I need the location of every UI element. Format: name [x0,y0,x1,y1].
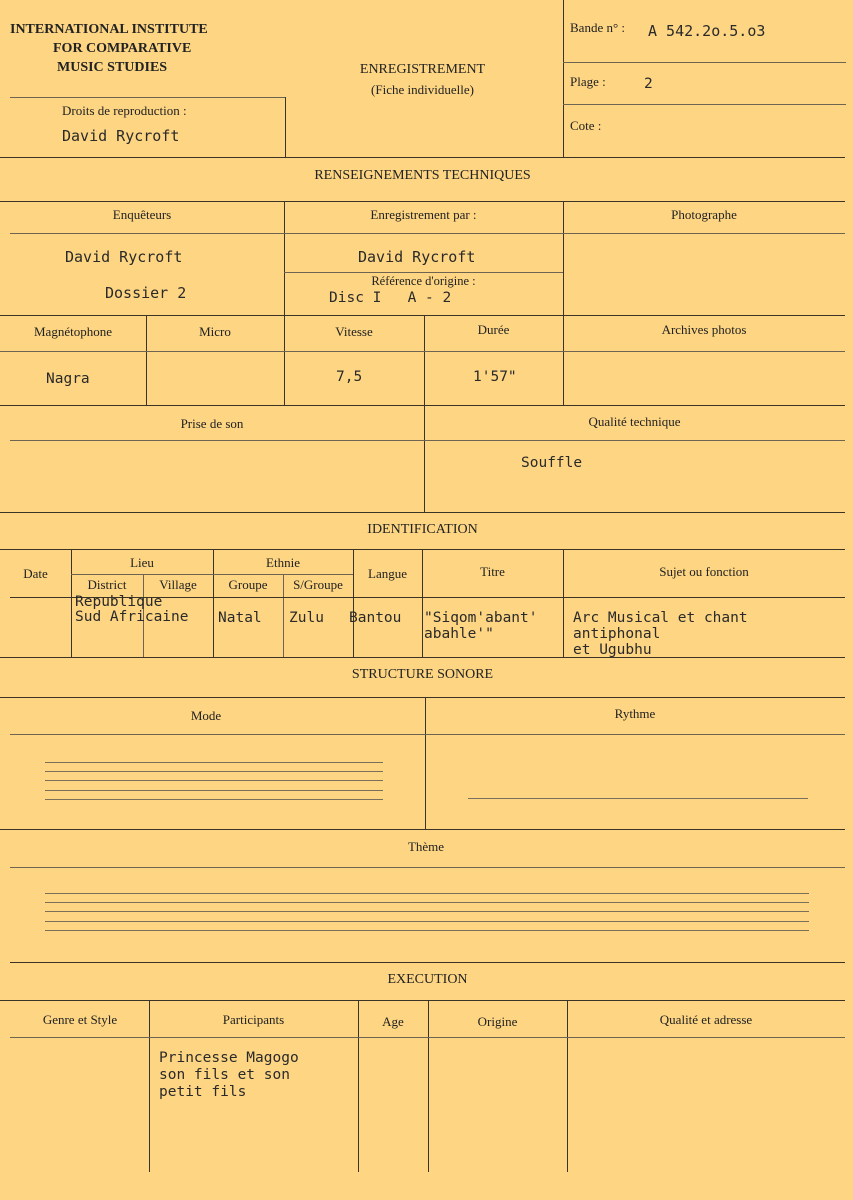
photographe-label: Photographe [671,207,737,222]
theme-staff-line [45,902,809,903]
sujet-line-1: Arc Musical et chant [573,610,748,626]
mode-staff-line [45,790,383,791]
titre-line-2: abahle'" [424,626,494,642]
sujet-line-2: antiphonal [573,626,661,642]
ethnie-label: Ethnie [266,555,300,570]
qualite-adresse-label: Qualité et adresse [659,1012,753,1027]
row-line [10,734,845,735]
renseignements-title: RENSEIGNEMENTS TECHNIQUES [314,168,531,183]
district-label: District [87,577,127,592]
theme-staff-line [45,921,809,922]
dossier-value: Dossier 2 [105,284,187,302]
structure-title: STRUCTURE SONORE [351,667,494,682]
age-label: Age [382,1014,404,1029]
enreg-par-label: Enregistrement par : [370,207,477,222]
participants-label: Participants [222,1012,285,1027]
titre-label: Titre [480,564,505,579]
micro-label: Micro [199,324,231,339]
lieu-label: Lieu [130,555,154,570]
row-line [0,351,845,352]
row-line [10,233,845,234]
subheader-line [71,574,353,575]
mode-staff-line [45,780,383,781]
ref-label: Référence d'origine : [371,274,476,288]
participants-line-1: Princesse Magogo [159,1050,299,1066]
theme-staff-line [45,930,809,931]
section-line [0,697,845,698]
plage-value: 2 [644,76,653,92]
theme-label: Thème [407,839,445,854]
plage-label: Plage : [570,74,606,89]
qualite-technique-label: Qualité technique [588,414,681,429]
ref-divider [284,272,563,273]
theme-staff-line [45,911,809,912]
genre-style-label: Genre et Style [42,1012,118,1027]
langue-label: Langue [368,566,407,581]
enreg-par-value: David Rycroft [358,248,476,266]
sgroupe-value: Zulu [289,610,324,626]
titre-line-1: "Siqom'abant' [424,610,538,626]
groupe-value: Natal [218,610,262,626]
plage-divider [563,104,846,105]
droits-label: Droits de reproduction : [62,103,187,118]
droits-top-line [10,97,286,98]
participants-value [159,1050,299,1101]
qualite-technique-value: Souffle [521,455,583,471]
bande-label: Bande n° : [570,20,626,35]
row-line [0,405,845,406]
magnetophone-label: Magnétophone [34,324,112,339]
lieu-value [75,595,189,625]
enregistrement-subtitle: (Fiche individuelle) [371,82,474,97]
prise-de-son-label: Prise de son [180,416,244,431]
mode-staff-line [45,771,383,772]
bande-value: A 542.2o.5.o3 [648,22,766,40]
duree-label: Durée [477,322,510,337]
sujet-line-3: et Ugubhu [573,642,652,658]
lieu-line-1: Republique [75,594,163,610]
section-line [0,201,845,202]
row-line [10,440,845,441]
section-line [0,512,845,513]
sujet-value [573,610,748,658]
lieu-line-2: Sud Africaine [75,609,189,625]
enregistrement-title: ENREGISTREMENT [359,62,486,77]
mode-staff-line [45,762,383,763]
rythme-line [468,798,808,799]
identification-title: IDENTIFICATION [367,522,478,537]
mode-label: Mode [190,708,222,723]
cote-label: Cote : [570,118,602,133]
section-line [10,962,845,963]
row-line [0,829,845,830]
sgroupe-label: S/Groupe [293,577,343,592]
header-right-divider [563,0,564,157]
droits-value: David Rycroft [62,127,180,145]
origine-label: Origine [477,1014,518,1029]
enqueteurs-value: David Rycroft [65,248,183,266]
participants-line-2: son fils et son [159,1067,290,1083]
enregistrement-heading [290,60,555,100]
section-line [0,657,845,658]
date-label: Date [23,566,48,581]
institute-line-2: FOR COMPARATIVE [53,41,192,56]
institute-line-3: MUSIC STUDIES [57,60,168,75]
duree-value: 1'57" [473,369,517,385]
section-line [0,157,845,158]
institute-name [10,20,208,77]
archives-photos-label: Archives photos [661,322,747,337]
section-line [0,1000,845,1001]
enqueteurs-label: Enquêteurs [112,207,172,222]
execution-title: EXECUTION [387,972,468,987]
village-label: Village [159,577,197,592]
titre-value [424,610,538,642]
magnetophone-value: Nagra [46,371,90,387]
participants-line-3: petit fils [159,1084,247,1100]
theme-staff-line [45,893,809,894]
sujet-label: Sujet ou fonction [659,564,749,579]
rythme-label: Rythme [614,706,656,721]
ref-value: Disc I A - 2 [329,290,452,306]
vitesse-label: Vitesse [335,324,373,339]
droits-right-line [285,97,286,157]
langue-value: Bantou [349,610,402,626]
vitesse-value: 7,5 [336,369,363,385]
row-line [10,867,845,868]
groupe-label: Groupe [228,577,268,592]
row-line [10,1037,845,1038]
institute-line-1: INTERNATIONAL INSTITUTE [10,22,208,37]
row-line [0,315,845,316]
bande-divider [563,62,846,63]
mode-staff-line [45,799,383,800]
